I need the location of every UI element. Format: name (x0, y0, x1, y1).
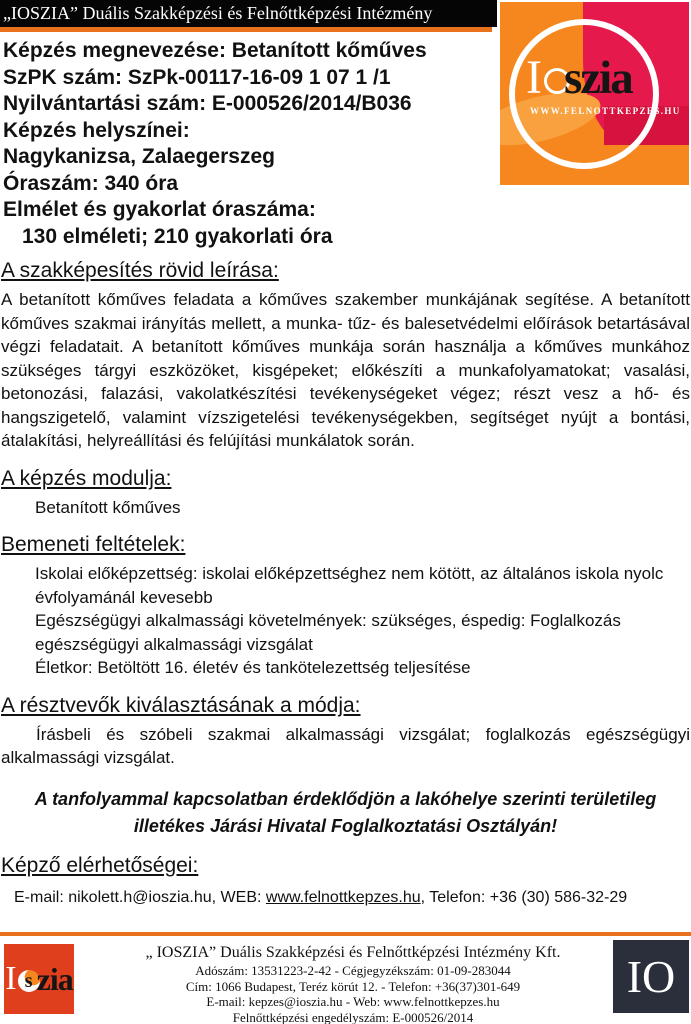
main-content (0, 258, 691, 909)
logo-letters-szia: szia (563, 51, 632, 104)
logo-letter-i: I (526, 51, 542, 104)
footer-address-line: Cím: 1066 Budapest, Teréz körút 12. - Telefon: +36(37)301-649 (185, 978, 521, 994)
theory-practice-hours-line: 130 elméleti; 210 gyakorlati óra (22, 224, 333, 248)
module-item: Betanított kőműves (35, 497, 181, 517)
course-header-block (3, 38, 503, 250)
institution-title: „IOSZIA” Duális Szakképzési és Felnőttképzési Intézmény (3, 3, 433, 23)
footer-tax-line: Adószám: 13531223-2-42 - Cégjegyzékszám: 01-09-283044 (195, 963, 511, 978)
section-heading-contact: Képző elérhetőségei: (1, 853, 199, 877)
footer-io-logo (613, 940, 689, 1013)
entry-requirement-health: Egészségügyi alkalmassági követelmények: szükséges, éspedig: Foglalkozás egészségügyi alkalmassági vizsgálat (35, 611, 621, 654)
locations-label-line: Képzés helyszínei: (3, 118, 190, 142)
footer-logo-wordmark (5, 962, 72, 996)
contact-line (14, 886, 691, 909)
footer-orange-rule (0, 932, 691, 936)
entry-requirement-age: Életkor: Betöltött 16. életév és tankötelezettség teljesítése (35, 658, 471, 677)
footer-io-letters: IO (626, 950, 676, 1002)
section-heading-description: A szakképesítés rövid leírása: (1, 259, 279, 282)
logo-website-text: WWW.FELNOTTKEPZES.HU (530, 106, 681, 116)
section-heading-module: A képzés modulja: (1, 466, 172, 490)
contact-phone-text: , Telefon: +36 (30) 586-32-29 (420, 888, 628, 906)
ioszia-logo (500, 2, 689, 185)
course-name-line: Képzés megnevezése: Betanított kőműves (3, 39, 427, 62)
website-link[interactable]: www.felnottkepzes.hu (265, 888, 421, 906)
footer-logo-letter-i: I (5, 960, 17, 997)
top-bar (0, 0, 497, 27)
footer-logo-letter-s: s (24, 970, 33, 992)
hours-line: Óraszám: 340 óra (3, 171, 179, 195)
footer-company-info (95, 944, 611, 1024)
footer-logo-letters-zia: zia (36, 961, 73, 997)
section-heading-selection: A résztvevők kiválasztásának a módja: (1, 693, 361, 717)
footer-email-web-line: E-mail: kepzes@ioszia.hu - Web: www.felnottkepzes.hu (206, 994, 500, 1009)
selection-paragraph: Írásbeli és szóbeli szakmai alkalmassági vizsgálat; foglalkozás egészségügyi alkalmassági vizsgálat. (1, 724, 690, 767)
contact-email-text: E-mail: nikolett.h@ioszia.hu, WEB: (14, 888, 266, 906)
theory-practice-label-line: Elmélet és gyakorlat óraszáma: (3, 198, 316, 221)
footer-license-line: Felnőttképzési engedélyszám: E-000526/2014 (232, 1009, 474, 1024)
footer-ioszia-logo (4, 944, 74, 1014)
locations-line: Nagykanizsa, Zalaegerszeg (3, 145, 275, 168)
entry-requirement-education: Iskolai előképzettség: iskolai előképzettséghez nem kötött, az általános iskola nyolc évfolyamánál kevesebb (35, 564, 664, 607)
district-office-notice: A tanfolyammal kapcsolatban érdeklődjön a lakóhelye szerinti területileg illetékes Járási Hivatal Foglalkoztatási Osztályán! (34, 788, 657, 836)
top-orange-rule (0, 27, 492, 32)
szpk-number-line: SzPK szám: SzPk-00117-16-09 1 07 1 /1 (3, 65, 391, 89)
footer-company-name: „ IOSZIA” Duális Szakképzési és Felnőttképzési Intézmény Kft. (145, 944, 561, 961)
section-heading-entry-requirements: Bemeneti feltételek: (1, 533, 186, 556)
description-paragraph: A betanított kőműves feladata a kőműves szakember munkájának segítése. A betanított kőműves szakmai irányítás mellett, a munka- tűz- és balesetvédelmi előírások betartásával végzi feladatait. A betanított kőműves munkája során használja a kőműves munkához szükséges tárgyi eszközöket, kisgépeket; előkészíti a munkafolyamatokat; vasalási, betonozási, falazási, vakolatkészítési tevékenységeket végez; részt vesz a hő- és hangszigetelő, valamint vízszigetelési tevékenységekben, segítséget nyújt a bontási, átalakítási, helyreállítási és felújítási munkálatok során. (1, 290, 690, 450)
logo-wordmark (526, 51, 632, 104)
registry-number-line: Nyilvántartási szám: E-000526/2014/B036 (3, 92, 412, 115)
